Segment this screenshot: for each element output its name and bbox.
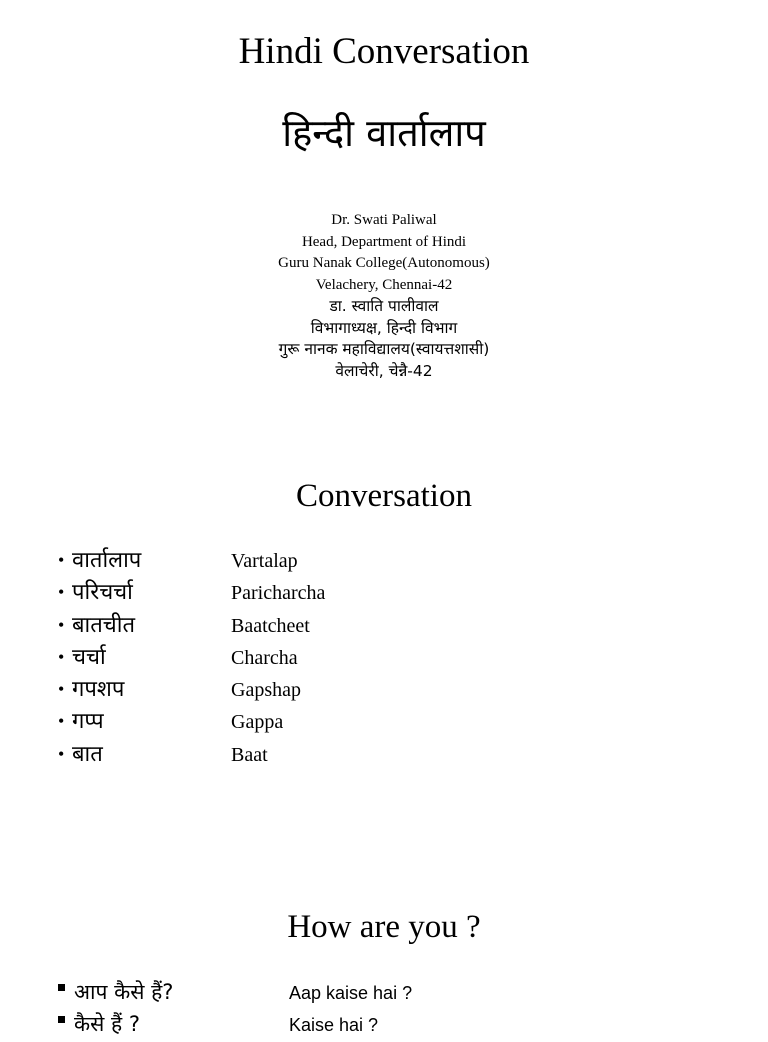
- term-transliteration: Vartalap: [231, 550, 298, 572]
- term-transliteration: Baat: [231, 743, 268, 766]
- bullet-icon: •: [58, 743, 65, 764]
- phrase-list: [58, 978, 758, 1042]
- term-transliteration: Charcha: [231, 646, 298, 669]
- term-hindi: वार्तालाप: [72, 548, 142, 573]
- bullet-icon: •: [58, 614, 65, 635]
- term-transliteration: Baatcheet: [231, 614, 310, 637]
- square-bullet-icon: [58, 1016, 65, 1023]
- list-item: [58, 609, 758, 641]
- bullet-icon: •: [58, 679, 65, 700]
- phrase-hindi: कैसे हैं ?: [74, 1012, 140, 1036]
- phrase-transliteration: Aap kaise hai ?: [289, 983, 413, 1003]
- author-line: Dr. Swati Paliwal: [331, 212, 437, 228]
- author-line-hindi: डा. स्वाति पालीवाल: [329, 297, 439, 315]
- conversation-heading: Conversation: [296, 478, 472, 514]
- term-hindi: गपशप: [72, 677, 125, 703]
- term-transliteration: Gappa: [231, 711, 284, 734]
- list-item: [58, 705, 758, 737]
- author-line-hindi: गुरू नानक महाविद्यालय(स्वायत्तशासी): [278, 340, 490, 358]
- square-bullet-icon: [58, 984, 65, 991]
- list-item: [58, 978, 758, 1010]
- term-hindi: चर्चा: [72, 644, 106, 670]
- term-transliteration: Paricharcha: [231, 582, 326, 605]
- conversation-term-list: [58, 544, 758, 770]
- list-item: [58, 738, 758, 770]
- list-item: [58, 673, 758, 705]
- author-line-hindi: वेलाचेरी, चेन्नै-42: [335, 361, 433, 380]
- phrase-hindi: आप कैसे हैं?: [74, 980, 174, 1004]
- term-hindi: बातचीत: [72, 612, 136, 638]
- bullet-icon: •: [58, 646, 65, 667]
- term-hindi: परिचर्चा: [72, 580, 133, 606]
- bullet-icon: •: [58, 582, 65, 603]
- term-hindi: गप्प: [72, 709, 104, 735]
- phrase-transliteration: Kaise hai ?: [289, 1015, 379, 1035]
- author-line: Velachery, Chennai-42: [315, 276, 453, 293]
- list-item: [58, 576, 758, 608]
- list-item: [58, 1010, 758, 1042]
- list-item: [58, 641, 758, 673]
- list-item: [58, 544, 758, 576]
- slide-title-hindi: हिन्दी वार्तालाप: [282, 111, 486, 155]
- how-are-you-heading: How are you ?: [287, 909, 481, 945]
- bullet-icon: •: [58, 550, 65, 570]
- author-line-hindi: विभागाध्यक्ष, हिन्दी विभाग: [310, 318, 458, 337]
- term-hindi: बात: [72, 741, 103, 767]
- term-transliteration: Gapshap: [231, 679, 301, 702]
- bullet-icon: •: [58, 711, 65, 732]
- author-block: [0, 210, 768, 382]
- slide-title: Hindi Conversation: [238, 31, 530, 72]
- author-line: Head, Department of Hindi: [301, 233, 467, 250]
- author-line: Guru Nanak College(Autonomous): [278, 255, 490, 271]
